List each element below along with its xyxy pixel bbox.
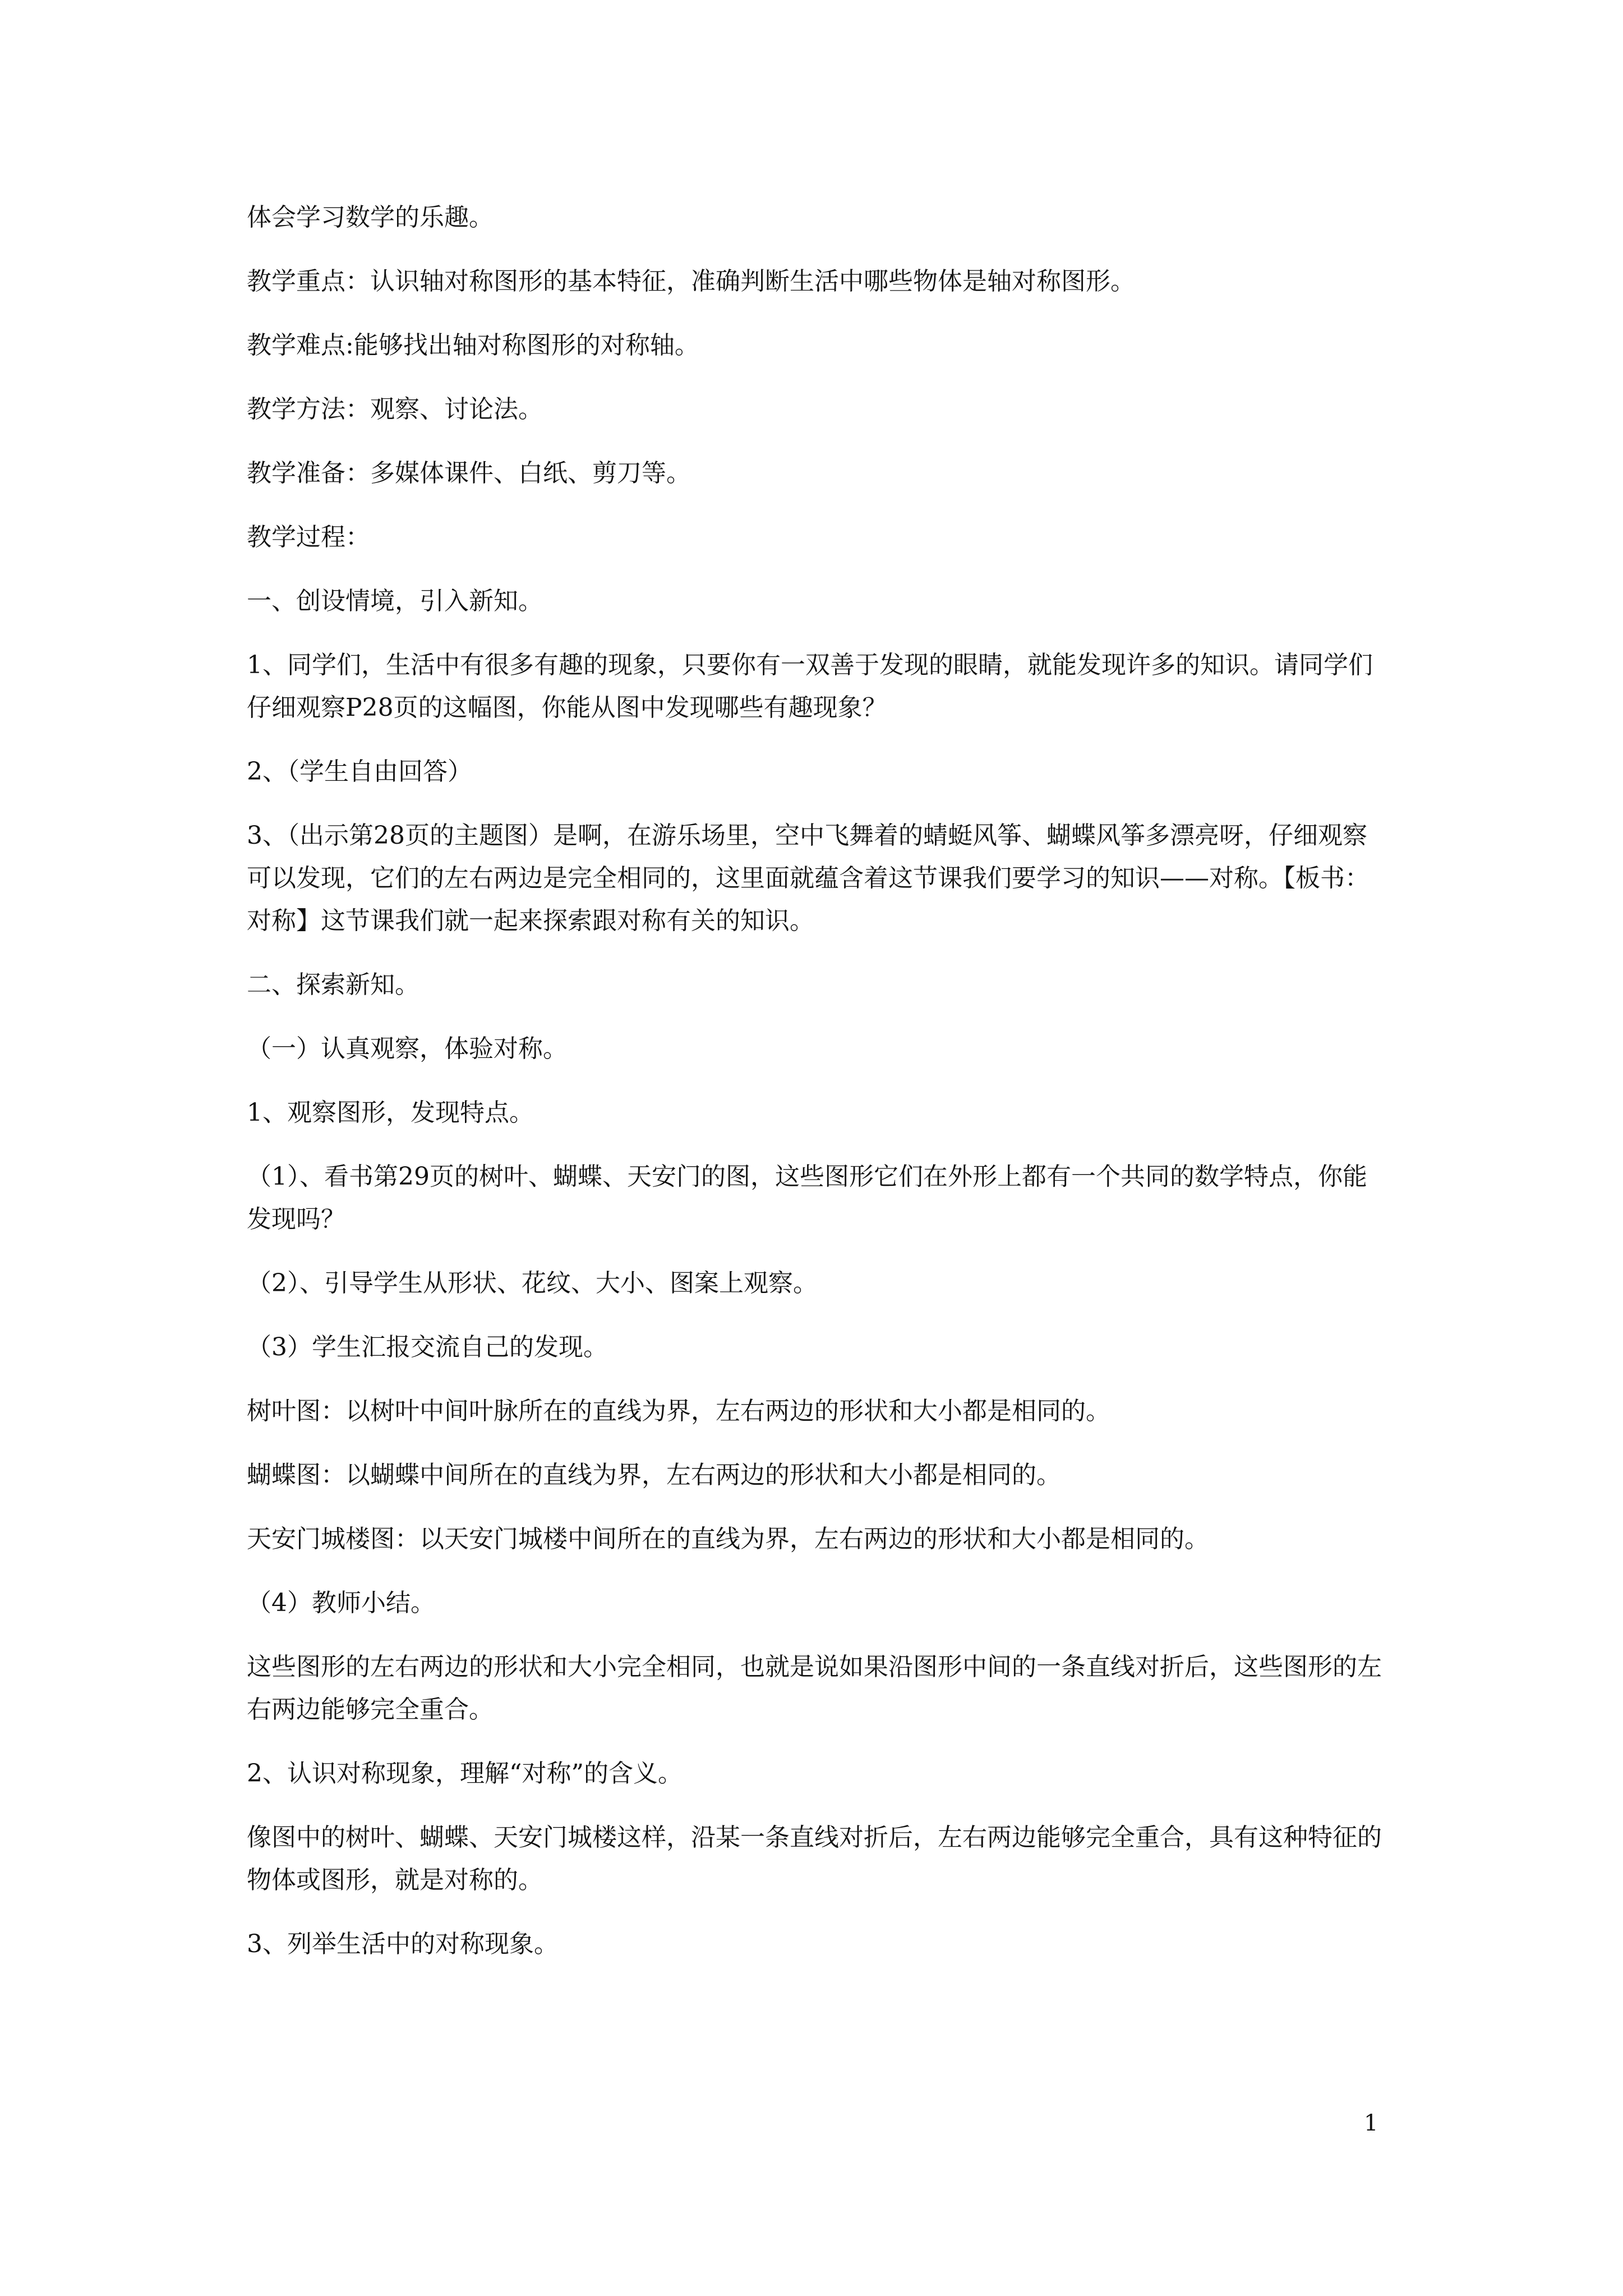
paragraph: （4）教师小结。 [247,1589,435,1617]
paragraph: 2、认识对称现象，理解“对称”的含义。 [247,1759,683,1788]
paragraph: （3）学生汇报交流自己的发现。 [247,1333,608,1361]
paragraph: 这些图形的左右两边的形状和大小完全相同，也就是说如果沿图形中间的一条直线对折后，这些图形的左右两边能够完全重合。 [247,1653,1382,1724]
paragraph: 3、列举生活中的对称现象。 [247,1930,559,1958]
paragraph: （1）、看书第29页的树叶、蝴蝶、天安门的图，这些图形它们在外形上都有一个共同的数学特点，你能发现吗？ [247,1162,1367,1234]
section-heading: 一、创设情境，引入新知。 [247,587,543,615]
paragraph: 教学难点:能够找出轴对称图形的对称轴。 [247,331,699,360]
paragraph: 1、同学们，生活中有很多有趣的现象，只要你有一双善于发现的眼睛，就能发现许多的知识。请同学们仔细观察P28页的这幅图，你能从图中发现哪些有趣现象？ [247,651,1373,722]
paragraph: 天安门城楼图：以天安门城楼中间所在的直线为界，左右两边的形状和大小都是相同的。 [247,1525,1209,1553]
paragraph: 像图中的树叶、蝴蝶、天安门城楼这样，沿某一条直线对折后，左右两边能够完全重合，具有这种特征的物体或图形，就是对称的。 [247,1823,1382,1894]
document-body [247,196,1391,1987]
paragraph: 教学重点：认识轴对称图形的基本特征，准确判断生活中哪些物体是轴对称图形。 [247,267,1135,296]
paragraph: 体会学习数学的乐趣。 [247,203,494,232]
paragraph: 1、观察图形，发现特点。 [247,1098,534,1127]
paragraph: 2、（学生自由回答） [247,757,472,786]
section-heading: 二、探索新知。 [247,970,419,999]
paragraph: 教学准备：多媒体课件、白纸、剪刀等。 [247,459,691,487]
paragraph: 3、（出示第28页的主题图）是啊，在游乐场里，空中飞舞着的蜻蜓风筝、蝴蝶风筝多漂亮呀，仔细观察可以发现，它们的左右两边是完全相同的，这里面就蕴含着这节课我们要学习的知识——对称。【板书：对称】这节课我们就一起来探索跟对称有关的知识。 [247,821,1370,935]
paragraph: 教学过程： [247,523,370,551]
paragraph: （2）、引导学生从形状、花纹、大小、图案上观察。 [247,1269,818,1297]
page-number: 1 [1364,2110,1378,2136]
subsection-heading: （一）认真观察，体验对称。 [247,1034,568,1063]
paragraph: 教学方法：观察、讨论法。 [247,395,543,424]
paragraph: 树叶图：以树叶中间叶脉所在的直线为界，左右两边的形状和大小都是相同的。 [247,1397,1110,1425]
paragraph: 蝴蝶图：以蝴蝶中间所在的直线为界，左右两边的形状和大小都是相同的。 [247,1461,1061,1489]
